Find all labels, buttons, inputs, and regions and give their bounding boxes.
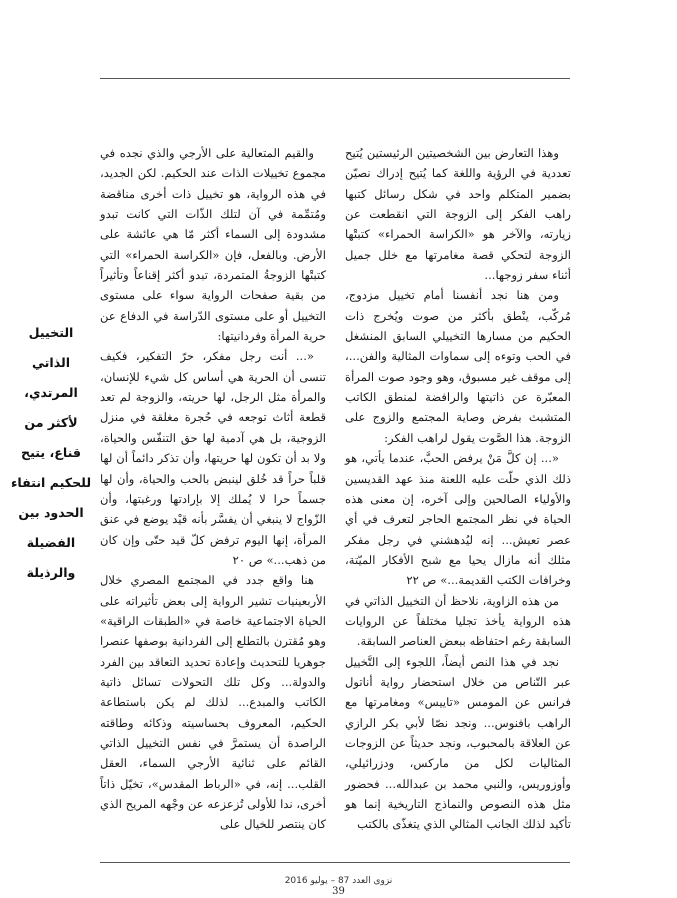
right-column (345, 143, 571, 835)
quotation-paragraph: «... إن كلَّ مَنْ يرفض الحبَّ، عندما يأتي، هو ذلك الذي حلّت عليه اللعنة منذ عهد القديسين والأولياء الصالحين وإلى آخره، إن معنى هذه الحياة في نظر المجتمع الحاجر لتعرف في أي عصر تعيش... إنه ليُدهشني في رجل مفكر مثلك أنه مازال يحيا مع شبح الأفكار الميّتة، وخرافات الكتب القديمة...» ص ٢٢ (345, 451, 571, 588)
paragraph: هنا واقع جدد في المجتمع المصري خلال الأربعينيات تشير الرواية إلى بعض تأثيراته على الحياة الاجتماعية خاصة في «الطبقات الراقية» وهو مُقترن بالتطلع إلى الفردانية بوصفها عنصرا جوهريا للتحديث وإعادة تحديد التعاقد بين الفرد والدولة... وكل تلك التحولات تسائل ذاتية الكاتب والمبدع... لذلك لم يكن باستطاعة الحكيم، المعروف بحساسيته وذكائه وطاقته الراصدة أن يستمرَّ في نفس التخييل الذاتي القائم على ثنائية الأرجي السماء، العقل القلب... إنه، في «الرباط المقدس»، تخيّل ذاتاً أخرى، ندا للأولى تُزعزعه عن وجْهه المريح الذي كان ينتصر للخيال على (100, 573, 326, 832)
page-number: 39 (332, 886, 345, 897)
footer-issue-line: نزوى العدد 87 – يوليو 2016 (284, 876, 393, 886)
paragraph: نجد في هذا النص أيضاً، اللجوء إلى التَّخييل عبر التّناص من خلال استحضار رواية أناتول فرانس عن المومس «تاييس» ومغامرتها مع الراهب بافنوس... ونجد نصّا لأبي بكر الرازي عن العلاقة بالمحبوب، ونجد حديثاً عن الزوجات المثاليات لكل من ماركس، ودزرائيلي، وأوزوريس، والنبي محمد بن عبدالله... فحضور مثل هذه النصوص والنماذج التاريخية إنما هو تأكيد لذلك الجانب المثالي الذي يتغذّى بالكتب (345, 654, 571, 832)
paragraph: وهذا التعارض بين الشخصيتين الرئيستين يُتيح تعددية في الرؤية واللغة كما يُتيح إدراك نصيّن بضمير المتكلم واحد في شكل رسائل كتبها راهب الفكر إلى الزوجة التي انقطعت عن زيارته، والآخر هو «الكراسة الحمراء» كتبتْها الزوجة لتحكي قصة مغامرتها مع خلل جميل أثناء سفر زوجها... (345, 146, 571, 283)
pull-quote: التخييل الذاتي المرتدي، لأكثر من قناع، يتيح للحكيم انتفاء الحدود بين الفضيلة والرذيلة (10, 325, 92, 580)
top-rule (100, 78, 570, 79)
left-column (100, 143, 326, 835)
bottom-rule (100, 862, 570, 863)
quotation-paragraph: «... أنت رجل مفكر، حرّ التفكير، فكيف تنسى أن الحرية هي أساس كل شيء للإنسان، والمرأة مثل الرجل، لها حريته، والزوجة لم تعد قطعة أثاث توجعه في حُجرة مغلقة في منزل الزوجية، بل هي آدمية لها حق التنفّس والحياة، ولا بد أن تكون لها حريتها، وأن تذكر دائماً أن لها قلباً حراً قد خُلق لينبض بالحب والحياة، وأن لها جسماً حرا لا يُملك إلا بإرادتها ورغبتها، وأن الزّواج لا ينبغي أن يفسَّر بأنه قيْد يوضع في عنق المرأة، إنها اليوم ترفض كلّ قيد حتّى وإن كان من ذهب...» ص ٢٠ (100, 349, 326, 567)
paragraph: من هذه الزاوية، نلاحظ أن التخييل الذاتي في هذه الرواية يأخذ تجليا مختلفاً عن الروايات السابقة رغم احتفاظه ببعض العناصر السابقة. (345, 593, 571, 649)
paragraph: ومن هنا نجد أنفسنا أمام تخييل مزدوج، مُركّب، ينْطق بأكثر من صوت ويُخرج ذات الحكيم من مسارها التخييلي السابق المنشغل في الحب وتوءه إلى سماوات المثالية والفن...، إلى موقف غير مسبوق، وهو وجود صوت المرأة المعبّرة عن ذاتيتها والرافضة لمنطق الكاتب المتشبث بفرض وصاية المجتمع والزوج على الزوجة. هذا الصَّوت يقول لراهب الفكر: (345, 288, 571, 445)
paragraph: والقيم المتعالية على الأرجي والذي نجده في مجموع تخييلات الذات عند الحكيم. لكن الجديد، في هذه الرواية، هو تخييل ذات أخرى مناقضة ومُتمِّمة في آن لتلك الذّات التي كانت تبدو مشدودة إلى السماء أكثر مّا هي عائشة على الأرض. وبالفعل، فإن «الكراسة الحمراء» التي كتبتْها الزوجةُ المتمردة، تبدو أكثر إقناعاً وتأثيراً من بقية صفحات الرواية سواء على مستوى التخييل أو على مستوى الدّراسة في الدفاع عن حرية المرأة وفردانيتها: (100, 146, 326, 344)
